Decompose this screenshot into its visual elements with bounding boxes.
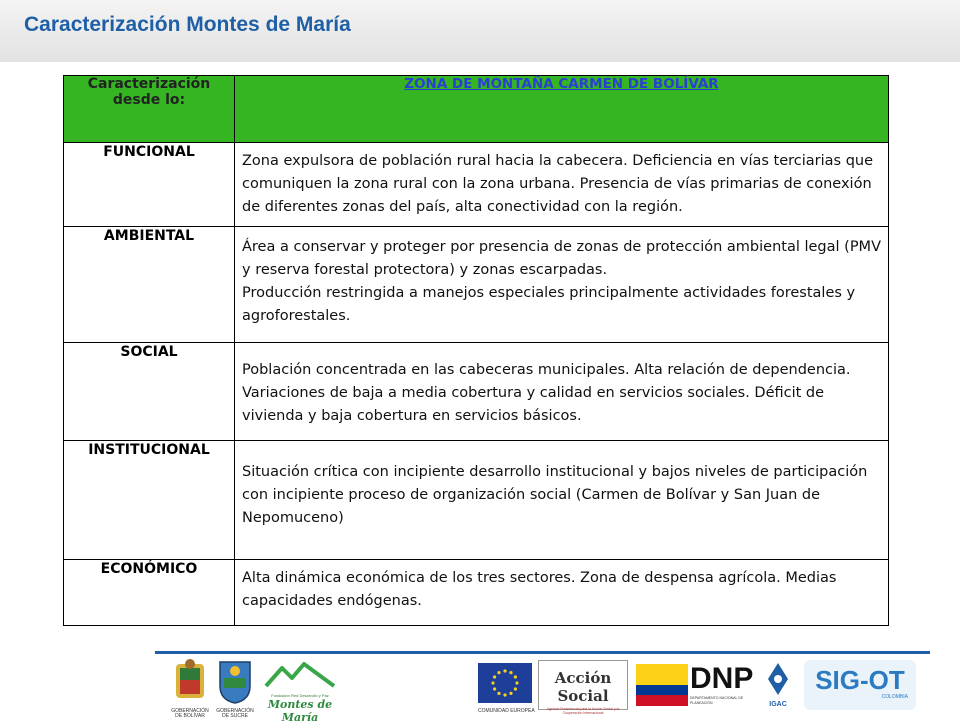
sigot-subtext: COLOMBIA bbox=[881, 694, 908, 700]
table-row bbox=[64, 143, 889, 227]
row-text-line2: Producción restringida a manejos especiales principalmente actividades forestales y agroforestales. bbox=[242, 285, 856, 324]
row-text: Población concentrada en las cabeceras municipales. Alta relación de dependencia. Variaciones de baja a media cobertura y calidad en servicios sociales. Déficit de vivienda y baja cobertura en servicios básicos. bbox=[235, 343, 889, 441]
igac-text: IGAC bbox=[769, 701, 787, 708]
row-text-line1: Área a conservar y proteger por presencia de zonas de protección ambiental legal (PMV y reserva forestal protectora) y zonas escarpadas. bbox=[242, 239, 881, 278]
gobernacion-sucre-logo bbox=[214, 658, 256, 718]
row-label: SOCIAL bbox=[64, 343, 235, 441]
table-row bbox=[64, 441, 889, 560]
igac-icon bbox=[767, 662, 789, 696]
colombia-flag-icon bbox=[636, 664, 688, 706]
dnp-full-text: DEPARTAMENTO NACIONAL DE PLANEACIÓN bbox=[690, 696, 744, 705]
footer-divider bbox=[155, 651, 930, 654]
eu-logo bbox=[478, 663, 534, 718]
gob2-label: GOBERNACIÓN DE SUCRE bbox=[216, 708, 254, 719]
page-title: Caracterización Montes de María bbox=[24, 13, 351, 36]
row-text: Alta dinámica económica de los tres sectores. Zona de despensa agrícola. Medias capacidades endógenas. bbox=[235, 560, 889, 626]
gobernacion-bolivar-logo bbox=[170, 658, 210, 718]
row-text bbox=[235, 227, 889, 343]
eu-label: COMUNIDAD EUROPEA bbox=[478, 708, 535, 714]
table-row bbox=[64, 560, 889, 626]
row-label: FUNCIONAL bbox=[64, 143, 235, 227]
accion-social-logo bbox=[538, 660, 628, 715]
characterization-table bbox=[63, 75, 889, 626]
mountain-icon bbox=[262, 662, 338, 688]
table-row bbox=[64, 227, 889, 343]
table-row bbox=[64, 343, 889, 441]
header-right-cell bbox=[235, 76, 889, 143]
row-text: Zona expulsora de población rural hacia la cabecera. Deficiencia en vías terciarias que comuniquen la zona rural con la zona urbana. Presencia de vías primarias de conexión de diferentes zonas del país, alta conectividad con la región. bbox=[235, 143, 889, 227]
dnp-logo bbox=[690, 662, 762, 712]
row-label: AMBIENTAL bbox=[64, 227, 235, 343]
sigot-text: SIG-OT bbox=[815, 665, 905, 695]
table-header-row bbox=[64, 76, 889, 143]
eu-flag-icon bbox=[478, 663, 532, 703]
accion-social-text: Acción Social bbox=[554, 669, 612, 705]
gob1-label: GOBERNACIÓN DE BOLÍVAR bbox=[171, 708, 209, 719]
montes-de-maria-logo bbox=[262, 662, 338, 724]
montes-small-text: Fundación Red Desarrollo y Paz bbox=[271, 693, 329, 698]
montes-big-text: Montes de María bbox=[267, 698, 333, 724]
zone-link[interactable]: ZONA DE MONTAÑA CARMEN DE BOLÍVAR bbox=[404, 76, 719, 92]
sucre-crest-icon bbox=[214, 658, 256, 704]
row-label: INSTITUCIONAL bbox=[64, 441, 235, 560]
row-text: Situación crítica con incipiente desarrollo institucional y bajos niveles de participación con incipiente proceso de organización social (Carmen de Bolívar y San Juan de Nepomuceno) bbox=[235, 441, 889, 560]
row-label: ECONÓMICO bbox=[64, 560, 235, 626]
header-left-cell: Caracterización desde lo: bbox=[64, 76, 235, 143]
dnp-text: DNP bbox=[690, 662, 754, 695]
bolivar-crest-icon bbox=[170, 658, 210, 704]
accion-social-subtext: Agencia Presidencial para la Acción Social y la Cooperación Internacional bbox=[546, 707, 620, 715]
igac-logo bbox=[766, 662, 790, 712]
sigot-logo bbox=[804, 660, 916, 710]
